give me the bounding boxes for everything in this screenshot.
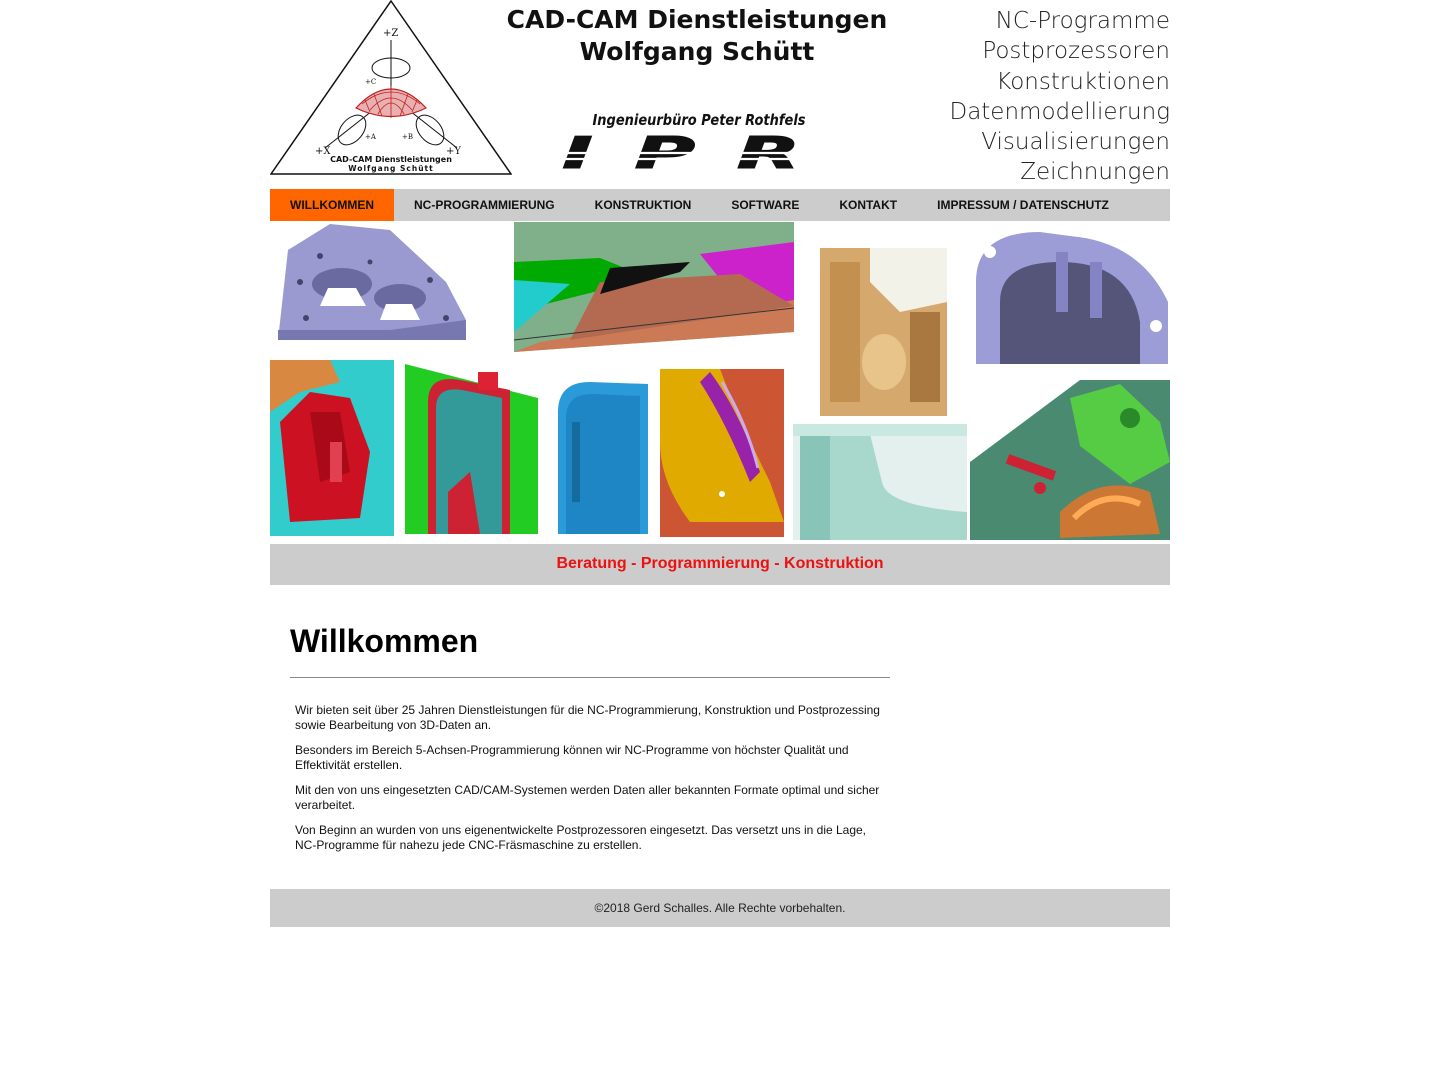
- service-item: Visualisierungen: [981, 129, 1170, 156]
- nav-item-impressum[interactable]: IMPRESSUM / DATENSCHUTZ: [937, 198, 1109, 212]
- header: [270, 0, 1170, 188]
- nav-item-willkommen[interactable]: WILLKOMMEN: [270, 189, 394, 221]
- cad-image-collage: [270, 222, 1170, 542]
- logo-axis-a-label: +A: [365, 133, 376, 141]
- intro-text: [290, 703, 890, 853]
- logo-axis-b-label: +B: [402, 133, 414, 141]
- paragraph: Mit den von uns eingesetzten CAD/CAM-Systemen werden Daten aller bekannten Formate optimal und sicher verarbeitet.: [295, 783, 880, 812]
- service-item: NC-Programme: [995, 8, 1170, 34]
- logo-caption-line2: Wolfgang Schütt: [348, 164, 434, 173]
- nav-item-kontakt[interactable]: KONTAKT: [839, 198, 898, 212]
- page-title: Willkommen: [290, 623, 479, 659]
- main-navigation: [270, 189, 1170, 221]
- services-list: [949, 6, 1170, 188]
- paragraph: Wir bieten seit über 25 Jahren Dienstleistungen für die NC-Programmierung, Konstruktion und Postprozessing sowie Bearbeitung von 3D-Daten an.: [295, 703, 880, 732]
- ipr-letters: IPR: [562, 128, 842, 172]
- cad-render-housing: [976, 232, 1168, 364]
- cad-render-plate: [278, 224, 466, 340]
- ipr-subtitle: Ingenieurbüro Peter Rothfels: [592, 112, 806, 130]
- nav-item-software[interactable]: SOFTWARE: [731, 198, 800, 212]
- logo-axis-x-label: +X: [315, 146, 331, 157]
- cad-render-gold-block: [820, 248, 947, 416]
- footer: [270, 889, 1170, 927]
- copyright-text: ©2018 Gerd Schalles. Alle Rechte vorbehalten.: [594, 901, 846, 915]
- logo-caption-line1: CAD-CAM Dienstleistungen: [330, 155, 452, 164]
- logo-axis-y-label: +Y: [446, 146, 461, 157]
- cad-render-mold-red: [270, 360, 394, 536]
- company-name-line2: Wolfgang Schütt: [579, 37, 815, 66]
- service-item: Postprozessoren: [982, 38, 1170, 65]
- company-logo[interactable]: [270, 0, 512, 176]
- service-item: Datenmodellierung: [949, 98, 1170, 125]
- tagline-bar: Beratung - Programmierung - Konstruktion: [270, 544, 1170, 585]
- title-divider: [290, 677, 890, 678]
- logo-axis-z-label: +Z: [383, 28, 399, 39]
- company-name: [490, 4, 904, 68]
- service-item: Zeichnungen: [1020, 159, 1170, 186]
- cad-render-transparent: [793, 424, 967, 540]
- logo-axis-c-label: +C: [365, 78, 377, 86]
- main-content: [290, 620, 890, 863]
- page: [270, 0, 1170, 915]
- paragraph: Besonders im Bereich 5-Achsen-Programmierung können wir NC-Programme von höchster Qualität und Effektivität erstellen.: [295, 743, 849, 772]
- cad-render-green-frame: [405, 364, 538, 534]
- ipr-logo[interactable]: [554, 108, 844, 172]
- service-item: Konstruktionen: [996, 68, 1170, 95]
- paragraph: Von Beginn an wurden von uns eigenentwickelte Postprozessoren eingesetzt. Das versetzt uns in die Lage, NC-Programme für nahezu jede CNC-Fräsmaschine zu erstellen.: [295, 823, 867, 852]
- nav-item-konstruktion[interactable]: KONSTRUKTION: [594, 198, 692, 212]
- company-name-line1: CAD-CAM Dienstleistungen: [506, 5, 888, 34]
- cad-render-blue-part: [558, 382, 648, 534]
- nav-item-nc-programmierung[interactable]: NC-PROGRAMMIERUNG: [413, 198, 555, 212]
- cad-render-mold-green: [970, 380, 1170, 540]
- cad-render-blade: [660, 369, 784, 537]
- cad-render-surface: [514, 222, 794, 352]
